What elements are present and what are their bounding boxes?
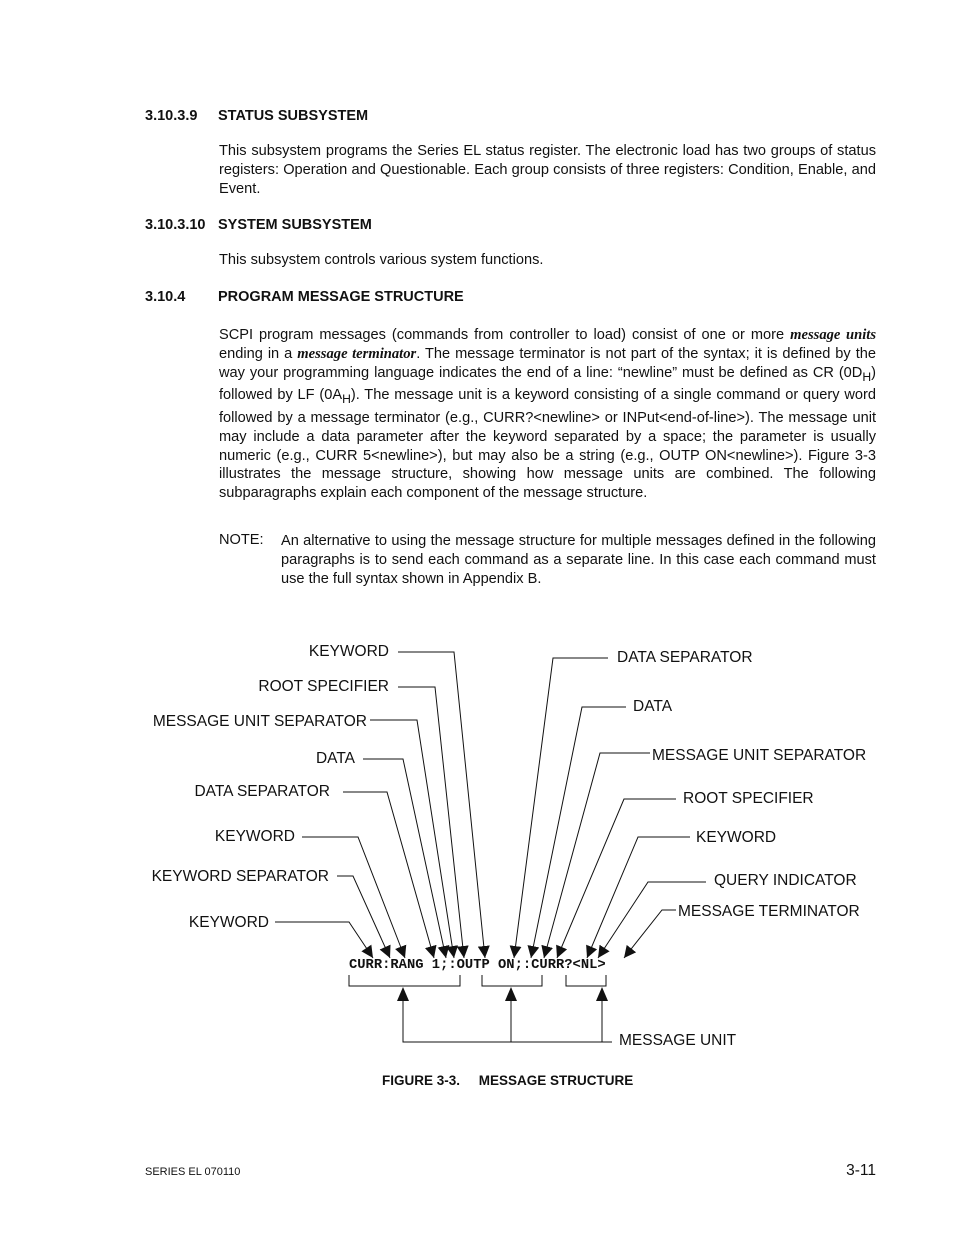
arrow-up-1 <box>397 987 409 1001</box>
leader-keyword-separator <box>337 876 390 958</box>
subscript: H <box>342 392 351 407</box>
subscript: H <box>862 369 872 384</box>
figure-label-keyword: KEYWORD <box>308 643 389 660</box>
bracket-unit-1 <box>349 975 460 986</box>
figure-label-root-specifier: ROOT SPECIFIER <box>258 678 389 695</box>
figure-label-data: DATA <box>633 698 673 715</box>
figure-label-data-separator: DATA SEPARATOR <box>617 649 753 666</box>
emphasis-message-terminator: message terminator <box>297 345 417 362</box>
figure-caption <box>382 1073 633 1088</box>
leader-keyword-2 <box>302 837 405 958</box>
figure-label-message-unit-separator: MESSAGE UNIT SEPARATOR <box>652 747 867 764</box>
figure-label-keyword-separator: KEYWORD SEPARATOR <box>151 868 329 885</box>
leader-message-unit-separator-right <box>544 753 650 958</box>
text-run: SCPI program messages (commands from controller to load) consist of one or more <box>219 327 791 343</box>
figure-label-keyword: KEYWORD <box>696 829 777 846</box>
figure-label-root-specifier: ROOT SPECIFIER <box>683 790 814 807</box>
leader-keyword-3 <box>275 922 373 958</box>
leader-root-specifier-right <box>557 799 676 958</box>
bracket-unit-2 <box>482 975 542 986</box>
system-paragraph: This subsystem controls various system functions. <box>219 252 544 268</box>
leader-root-specifier-left <box>398 687 464 958</box>
status-paragraph: This subsystem programs the Series EL status register. The electronic load has two groups of status registers: Operation and Questionable. Each group consists of three registers: Condition, Enable, and Event. <box>219 143 876 197</box>
emphasis-message-units: message units <box>790 327 876 343</box>
figure-label-message-unit-separator: MESSAGE UNIT SEPARATOR <box>152 713 367 730</box>
section-number: 3.10.3.9 <box>145 108 198 124</box>
figure-label-keyword: KEYWORD <box>188 914 269 931</box>
section-title: STATUS SUBSYSTEM <box>218 108 369 124</box>
text-run: ). The message unit is a keyword consisting of a single command or query word followed by a message terminator (e.g., CURR?<newline> or INPut<end-of-line>). The message unit may include a data parameter after the keyword separated by a space; the parameter is usually numeric (e.g., CURR 5<newline>), but may also be a string (e.g., OUTP ON<newline>). Figure 3-3 illustrates the message structure, showing how message units are combined. The following subparagraphs explain each component of the message structure. <box>219 387 876 502</box>
page-number: 3-11 <box>846 1162 876 1179</box>
arrow-up-2 <box>505 987 517 1001</box>
figure-label-message-unit: MESSAGE UNIT <box>619 1032 737 1049</box>
text-run: ending in a <box>219 345 298 362</box>
leader-message-unit-separator-left <box>370 720 454 958</box>
leader-message-terminator <box>624 910 676 958</box>
section-number: 3.10.4 <box>145 289 186 305</box>
bracket-unit-3 <box>566 975 606 986</box>
section-number: 3.10.3.10 <box>145 217 206 233</box>
figure-label-keyword: KEYWORD <box>214 828 295 845</box>
example-command-string: CURR:RANG 1;:OUTP ON;:CURR?<NL> <box>349 958 606 973</box>
figure-label-query-indicator: QUERY INDICATOR <box>714 872 857 889</box>
arrow-up-3 <box>596 987 608 1001</box>
caption-number: FIGURE 3-3. <box>382 1073 461 1088</box>
caption-title: MESSAGE STRUCTURE <box>478 1073 634 1088</box>
figure-label-data: DATA <box>315 750 355 767</box>
footer-document-id: SERIES EL 070110 <box>145 1166 241 1178</box>
leader-keyword-1 <box>398 652 485 958</box>
note-label: NOTE: <box>219 532 264 548</box>
figure-label-message-terminator: MESSAGE TERMINATOR <box>678 903 860 920</box>
section-title: SYSTEM SUBSYSTEM <box>218 217 372 233</box>
figure-label-data-separator: DATA SEPARATOR <box>194 783 330 800</box>
leader-data-left <box>363 759 446 958</box>
text-run: ) followed by LF (0A <box>219 364 876 404</box>
section-title: PROGRAM MESSAGE STRUCTURE <box>218 289 464 305</box>
text-run: . The message terminator is not part of the syntax; it is defined by the way your programming language indicates the end of a line: “newline” must be defined as CR (0D <box>219 345 876 381</box>
note-text: An alternative to using the message structure for multiple messages defined in the following paragraphs is to send each command as a separate line. In this case each command must use the full syntax shown in Appendix B. <box>281 533 876 587</box>
